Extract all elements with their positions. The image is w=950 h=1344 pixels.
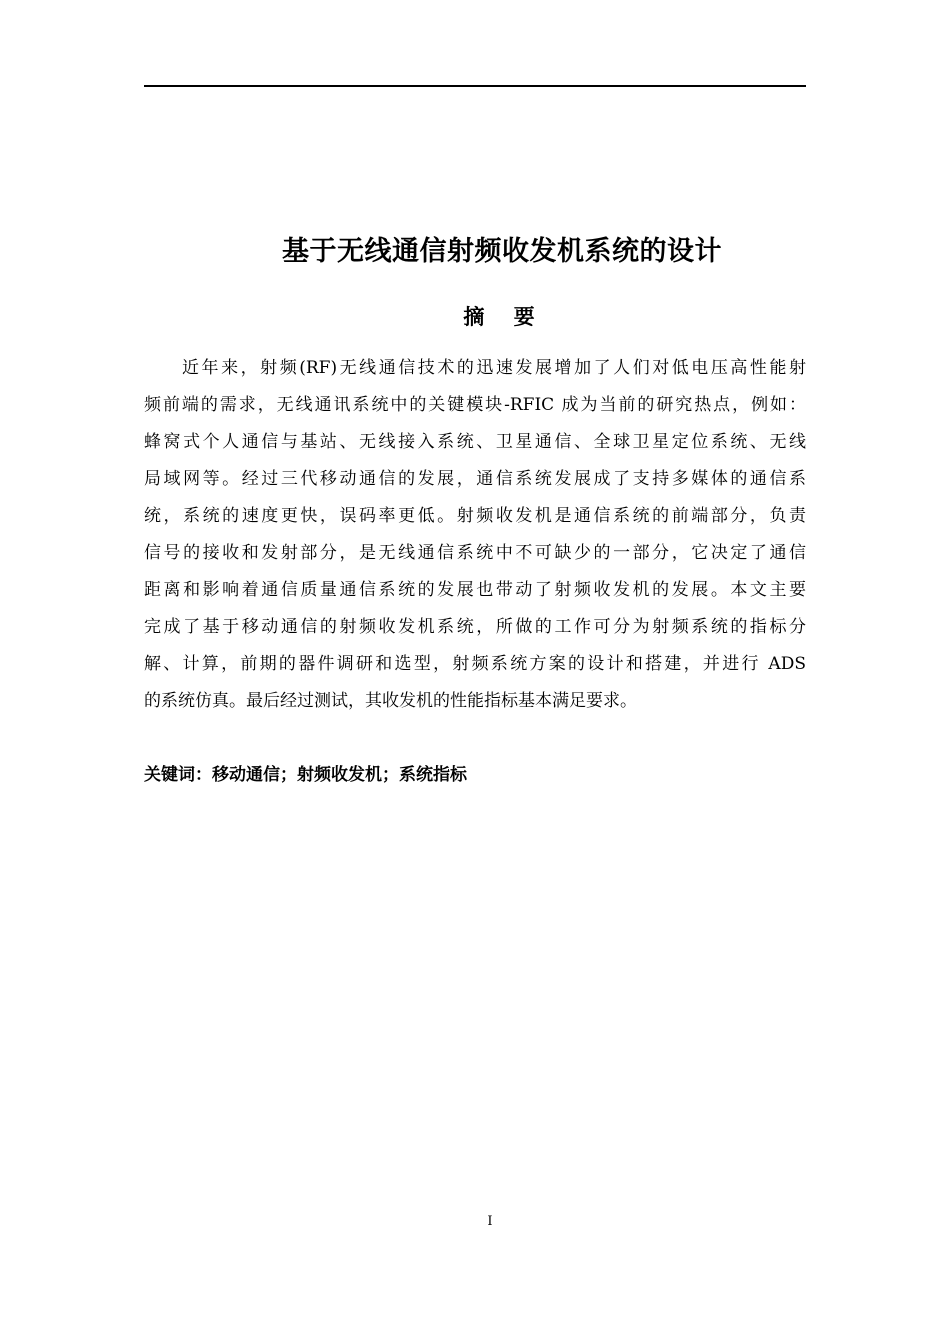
abstract-line: 蜂窝式个人通信与基站、无线接入系统、卫星通信、全球卫星定位系统、无线 <box>144 432 806 452</box>
abstract-line: 解、计算，前期的器件调研和选型，射频系统方案的设计和搭建，并进行 ADS <box>144 654 806 674</box>
abstract-heading: 摘 要 <box>463 305 535 329</box>
header-rule <box>144 85 806 87</box>
abstract-line: 统，系统的速度更快，误码率更低。射频收发机是通信系统的前端部分，负责 <box>144 506 806 526</box>
abstract-line: 频前端的需求，无线通讯系统中的关键模块-RFIC 成为当前的研究热点，例如： <box>144 395 806 415</box>
abstract-line: 距离和影响着通信质量通信系统的发展也带动了射频收发机的发展。本文主要 <box>144 580 806 600</box>
keywords-label: 关键词： <box>144 765 212 785</box>
keywords-value: 移动通信；射频收发机；系统指标 <box>212 765 467 785</box>
document-title: 基于无线通信射频收发机系统的设计 <box>282 236 722 267</box>
abstract-line: 的系统仿真。最后经过测试，其收发机的性能指标基本满足要求。 <box>144 691 637 711</box>
keywords-line <box>144 760 806 790</box>
page-number: I <box>487 1214 493 1229</box>
abstract-line: 完成了基于移动通信的射频收发机系统，所做的工作可分为射频系统的指标分 <box>144 617 806 637</box>
abstract-line: 信号的接收和发射部分，是无线通信系统中不可缺少的一部分，它决定了通信 <box>144 543 806 563</box>
abstract-line: 局域网等。经过三代移动通信的发展，通信系统发展成了支持多媒体的通信系 <box>144 469 806 489</box>
abstract-line: 近年来，射频(RF)无线通信技术的迅速发展增加了人们对低电压高性能射 <box>182 358 806 378</box>
abstract-body <box>144 350 806 720</box>
